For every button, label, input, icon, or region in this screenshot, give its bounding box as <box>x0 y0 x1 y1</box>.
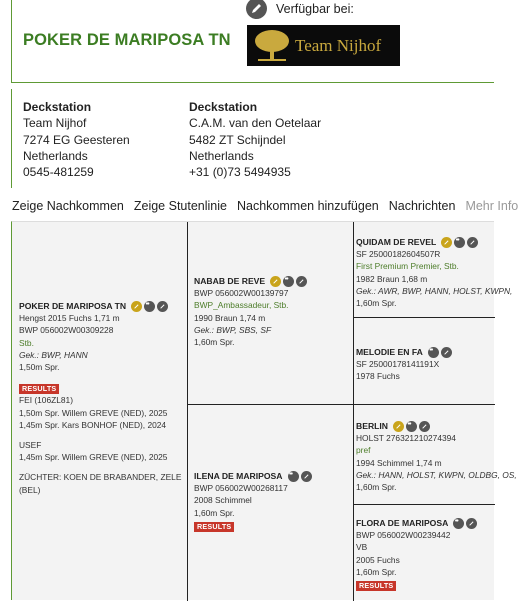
contact-phone[interactable]: +31 (0)73 5494935 <box>189 165 291 180</box>
page-title: POKER DE MARIPOSA TN <box>23 31 231 49</box>
contact-name: C.A.M. van den Oetelaar <box>189 116 322 131</box>
contact-country: Netherlands <box>23 148 88 163</box>
horse-name[interactable]: NABAB DE REVE <box>194 276 266 286</box>
more-info-link[interactable]: Mehr Info <box>465 199 519 213</box>
results-badge[interactable]: RESULTS <box>19 384 59 394</box>
tree-icon <box>252 28 292 64</box>
breeder-line: (BEL) <box>19 484 41 495</box>
contact-phone[interactable]: 0545-481259 <box>23 165 94 180</box>
results-org: USEF <box>19 440 42 451</box>
horse-registration: BWP 056002W00139797 <box>194 288 289 299</box>
contact-address: 7274 EG Geesteren <box>23 132 130 147</box>
edit-pencil-icon[interactable] <box>466 518 477 529</box>
edit-pencil-icon[interactable] <box>246 0 267 19</box>
horse-name[interactable]: POKER DE MARIPOSA TN <box>19 301 127 311</box>
offspring-icon[interactable] <box>144 301 155 312</box>
horse-name[interactable]: FLORA DE MARIPOSA <box>356 518 449 528</box>
results-line: 1,50m Spr. Willem GREVE (NED), 2025 <box>19 407 168 418</box>
pedigree-connector <box>353 317 495 318</box>
contact-block <box>189 99 321 180</box>
pedigree-connector <box>187 404 353 405</box>
horse-registration: BWP 056002W00309228 <box>19 325 114 336</box>
edit-pencil-icon[interactable] <box>296 276 307 287</box>
premium-badge-icon[interactable] <box>393 421 404 432</box>
edit-pencil-icon[interactable] <box>467 237 478 248</box>
contact-heading: Deckstation <box>189 100 258 114</box>
results-line: 1,45m Spr. Willem GREVE (NED), 2025 <box>19 452 168 463</box>
news-link[interactable]: Nachrichten <box>388 199 456 213</box>
contact-section <box>11 89 494 188</box>
horse-info: 2008 Schimmel <box>194 495 252 506</box>
horse-predicate: BWP_Ambassadeur, Stb. <box>194 300 289 311</box>
horse-level: 1,60m Spr. <box>194 507 235 518</box>
horse-info: Hengst 2015 Fuchs 1,71 m <box>19 313 120 324</box>
horse-predicate: First Premium Premier, Stb. <box>356 261 459 272</box>
pedigree-sire-dam <box>356 346 452 383</box>
horse-info: 2005 Fuchs <box>356 554 400 565</box>
contact-country: Netherlands <box>189 148 254 163</box>
pedigree-dam <box>194 470 312 532</box>
horse-approved: Gek.: AWR, BWP, HANN, HOLST, KWPN, <box>356 285 513 296</box>
pedigree-connector <box>353 404 495 405</box>
premium-badge-icon[interactable] <box>270 276 281 287</box>
offspring-icon[interactable] <box>454 237 465 248</box>
pedigree-connector <box>353 504 495 505</box>
add-offspring-link[interactable]: Nachkommen hinzufügen <box>236 199 379 213</box>
edit-pencil-icon[interactable] <box>157 301 168 312</box>
horse-registration: BWP 056002W00268117 <box>194 483 288 494</box>
pedigree-sire-sire <box>356 236 512 309</box>
horse-info: 1978 Fuchs <box>356 371 400 382</box>
edit-pencil-icon[interactable] <box>301 471 312 482</box>
premium-badge-icon[interactable] <box>441 237 452 248</box>
offspring-icon[interactable] <box>428 347 439 358</box>
offspring-icon[interactable] <box>283 276 294 287</box>
offspring-icon[interactable] <box>453 518 464 529</box>
contact-name: Team Nijhof <box>23 116 87 131</box>
horse-level: 1,50m Spr. <box>19 362 60 373</box>
results-badge[interactable]: RESULTS <box>194 522 234 532</box>
horse-level: 1,60m Spr. <box>356 298 397 309</box>
pedigree-table <box>11 221 517 600</box>
horse-level: 1,60m Spr. <box>194 337 235 348</box>
horse-info: 1994 Schimmel 1,74 m <box>356 457 442 468</box>
horse-name[interactable]: ILENA DE MARIPOSA <box>194 471 283 481</box>
pedigree-connector <box>187 222 188 601</box>
show-offspring-link[interactable]: Zeige Nachkommen <box>12 199 124 213</box>
pedigree-main-horse <box>19 300 181 496</box>
horse-name[interactable]: BERLIN <box>356 421 388 431</box>
results-line: 1,45m Spr. Kars BONHOF (NED), 2024 <box>19 419 167 430</box>
offspring-icon[interactable] <box>406 421 417 432</box>
pedigree-dam-dam <box>356 517 477 591</box>
horse-info: 1982 Braun 1,68 m <box>356 273 428 284</box>
team-nijhof-logo[interactable] <box>247 25 400 66</box>
horse-approved: Gek.: BWP, HANN <box>19 349 88 360</box>
results-badge[interactable]: RESULTS <box>356 581 396 591</box>
horse-predicate: VB <box>356 542 368 553</box>
breeder-line: ZÜCHTER: KOEN DE BRABANDER, ZELE <box>19 472 182 483</box>
offspring-icon[interactable] <box>288 471 299 482</box>
horse-approved: Gek.: HANN, HOLST, KWPN, OLDBG, OS, <box>356 469 517 480</box>
horse-level: 1,60m Spr. <box>356 482 397 493</box>
horse-name[interactable]: MELODIE EN FA <box>356 347 423 357</box>
contact-block <box>23 99 130 180</box>
horse-approved: Gek.: BWP, SBS, SF <box>194 324 272 335</box>
horse-registration: SF 25000182604507R <box>356 249 441 260</box>
premium-badge-icon[interactable] <box>131 301 142 312</box>
horse-name[interactable]: QUIDAM DE REVEL <box>356 237 437 247</box>
horse-registration: HOLST 276321210274394 <box>356 433 456 444</box>
horse-registration: BWP 056002W00239442 <box>356 530 451 541</box>
horse-level: 1,60m Spr. <box>356 566 397 577</box>
edit-pencil-icon[interactable] <box>441 347 452 358</box>
horse-predicate: pref <box>356 445 371 456</box>
pedigree-dam-sire <box>356 420 517 493</box>
available-at-label: Verfügbar bei: <box>276 2 354 16</box>
horse-predicate: Stb. <box>19 337 34 348</box>
contact-heading: Deckstation <box>23 100 92 114</box>
results-org: FEI (106ZL81) <box>19 395 73 406</box>
pedigree-sire <box>194 275 307 348</box>
pedigree-connector <box>353 222 354 601</box>
edit-pencil-icon[interactable] <box>419 421 430 432</box>
contact-address: 5482 ZT Schijndel <box>189 132 286 147</box>
show-damline-link[interactable]: Zeige Stutenlinie <box>133 199 227 213</box>
action-nav <box>0 193 519 219</box>
logo-text: Team Nijhof <box>295 35 382 55</box>
horse-registration: SF 25000178141191X <box>356 359 440 370</box>
horse-info: 1990 Braun 1,74 m <box>194 312 266 323</box>
header-card <box>11 0 494 83</box>
